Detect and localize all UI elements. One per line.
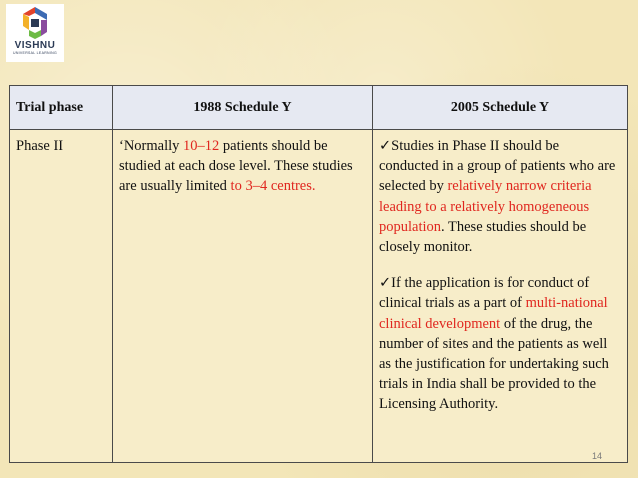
- logo-brand: VISHNU: [14, 40, 56, 51]
- table-header-row: [10, 86, 628, 130]
- text-1988-part2: patients should be studied at each dose level. These studies are usually limited: [119, 138, 353, 195]
- highlight-3-4-centres: to 3–4 centres.: [230, 178, 316, 195]
- text-2005-p2-part2: of the drug, the number of sites and the patients as well as the justification for undertaking such trials in India shall be provided to the Licensing Authority.: [379, 315, 609, 413]
- vishnu-logo: [6, 4, 64, 62]
- cell-2005-text: [373, 130, 628, 463]
- vishnu-logo-icon: [17, 6, 53, 40]
- cell-phase: Phase II: [10, 130, 113, 463]
- text-2005-p1-part2: . These studies should be closely monitor.: [379, 218, 587, 256]
- highlight-narrow-criteria: relatively narrow criteria leading to a relatively homogeneous population: [379, 178, 592, 235]
- paragraph-multinational: [379, 273, 621, 414]
- highlight-multinational: multi-national clinical development: [379, 295, 608, 332]
- page-number: 14: [592, 451, 603, 461]
- checkmark-icon: ✓: [379, 275, 392, 292]
- schedule-comparison-table: [9, 85, 628, 463]
- text-2005-p2-part1: If the application is for conduct of clinical trials as a part of: [379, 275, 590, 312]
- schedule-comparison-table-wrap: [9, 85, 627, 463]
- highlight-10-12: 10–12: [183, 138, 220, 154]
- logo-tagline: UNIVERSAL LEARNING: [13, 51, 57, 55]
- text-1988-part1: ‘Normally: [119, 138, 184, 154]
- cell-1988-text: [113, 130, 373, 463]
- header-1988-schedule-y: 1988 Schedule Y: [113, 86, 373, 130]
- header-trial-phase: Trial phase: [10, 86, 113, 130]
- text-2005-p1-part1: Studies in Phase II should be conducted in a group of patients who are selected by: [379, 138, 616, 195]
- checkmark-icon: ✓: [379, 138, 392, 154]
- paragraph-phase-ii-studies: [379, 136, 621, 257]
- paragraph-gap: [379, 257, 621, 273]
- table-row: [10, 130, 628, 463]
- header-2005-schedule-y: 2005 Schedule Y: [373, 86, 628, 130]
